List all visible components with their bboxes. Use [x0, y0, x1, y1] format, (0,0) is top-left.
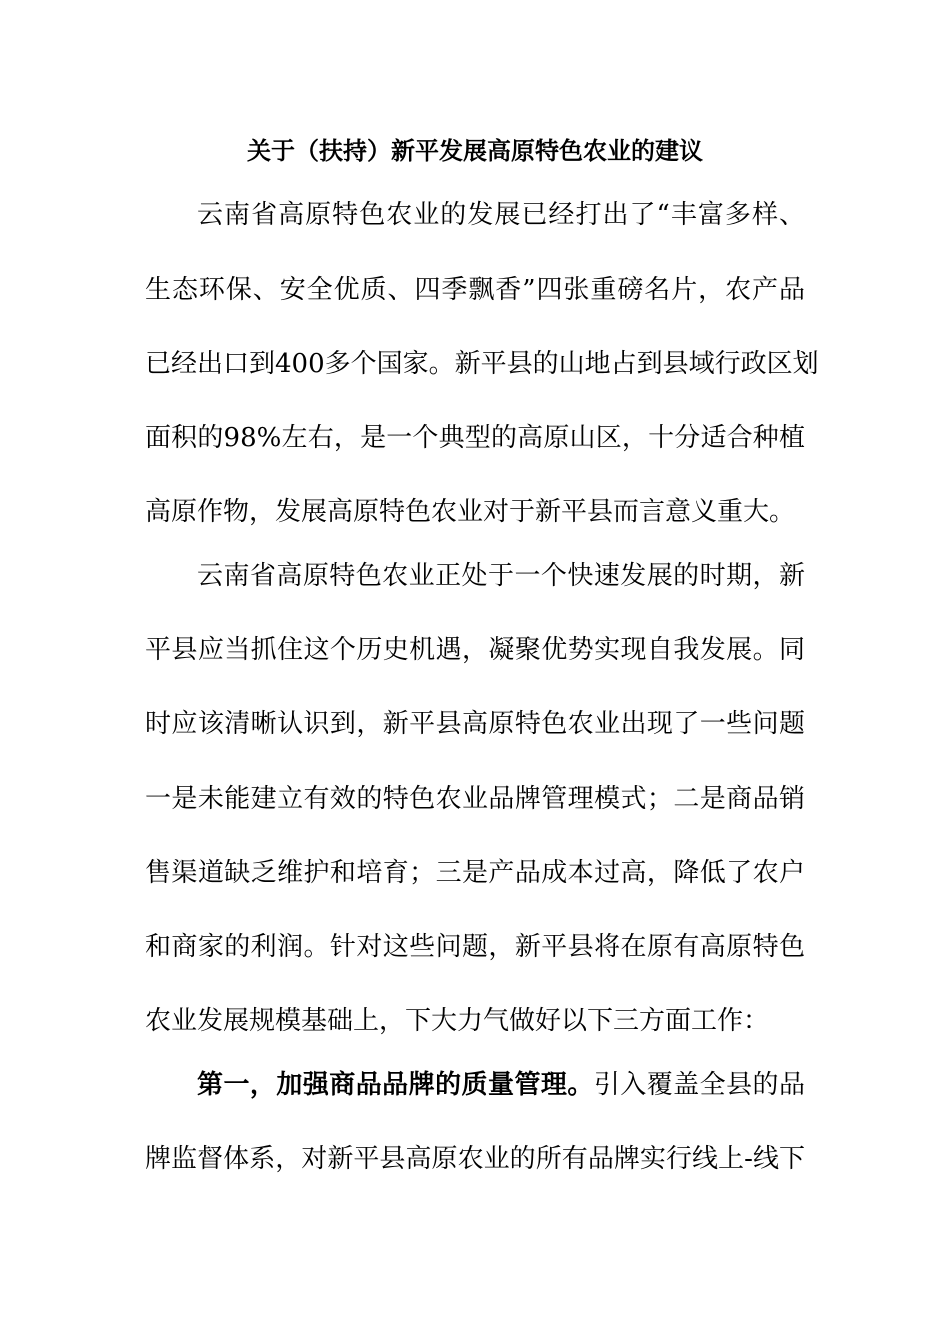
paragraph-1-line-2: 生态环保、安全优质、四季飘香”四张重磅名片，农产品 — [145, 275, 805, 305]
paragraph-3-line-2: 牌监督体系，对新平县高原农业的所有品牌实行线上-线下 — [145, 1144, 805, 1174]
paragraph-2-line-1: 云南省高原特色农业正处于一个快速发展的时期，新 — [197, 561, 805, 591]
paragraph-2-line-2: 平县应当抓住这个历史机遇，凝聚优势实现自我发展。同 — [145, 635, 805, 665]
paragraph-3-line-1 — [145, 1065, 805, 1105]
paragraph-2-line-6: 和商家的利润。针对这些问题，新平县将在原有高原特色 — [145, 932, 805, 962]
paragraph-1-line-4: 面积的98%左右，是一个典型的高原山区，十分适合种植 — [145, 423, 805, 453]
paragraph-1-line-1: 云南省高原特色农业的发展已经打出了“丰富多样、 — [197, 200, 805, 230]
paragraph-2-line-4: 一是未能建立有效的特色农业品牌管理模式；二是商品销 — [145, 784, 805, 814]
paragraph-2-line-3: 时应该清晰认识到，新平县高原特色农业出现了一些问题 — [145, 709, 805, 739]
paragraph-2-line-5: 售渠道缺乏维护和培育；三是产品成本过高，降低了农户 — [145, 858, 805, 888]
paragraph-1-line-3: 已经出口到400多个国家。新平县的山地占到县域行政区划 — [145, 349, 819, 379]
paragraph-1-line-5: 高原作物，发展高原特色农业对于新平县而言意义重大。 — [145, 497, 796, 527]
paragraph-2-line-7: 农业发展规模基础上，下大力气做好以下三方面工作： — [145, 1006, 770, 1036]
document-title: 关于（扶持）新平发展高原特色农业的建议 — [247, 136, 703, 165]
paragraph-3-line-1-text: 引入覆盖全县的品 — [593, 1070, 805, 1100]
section-heading-first: 第一，加强商品品牌的质量管理。 — [197, 1070, 594, 1100]
